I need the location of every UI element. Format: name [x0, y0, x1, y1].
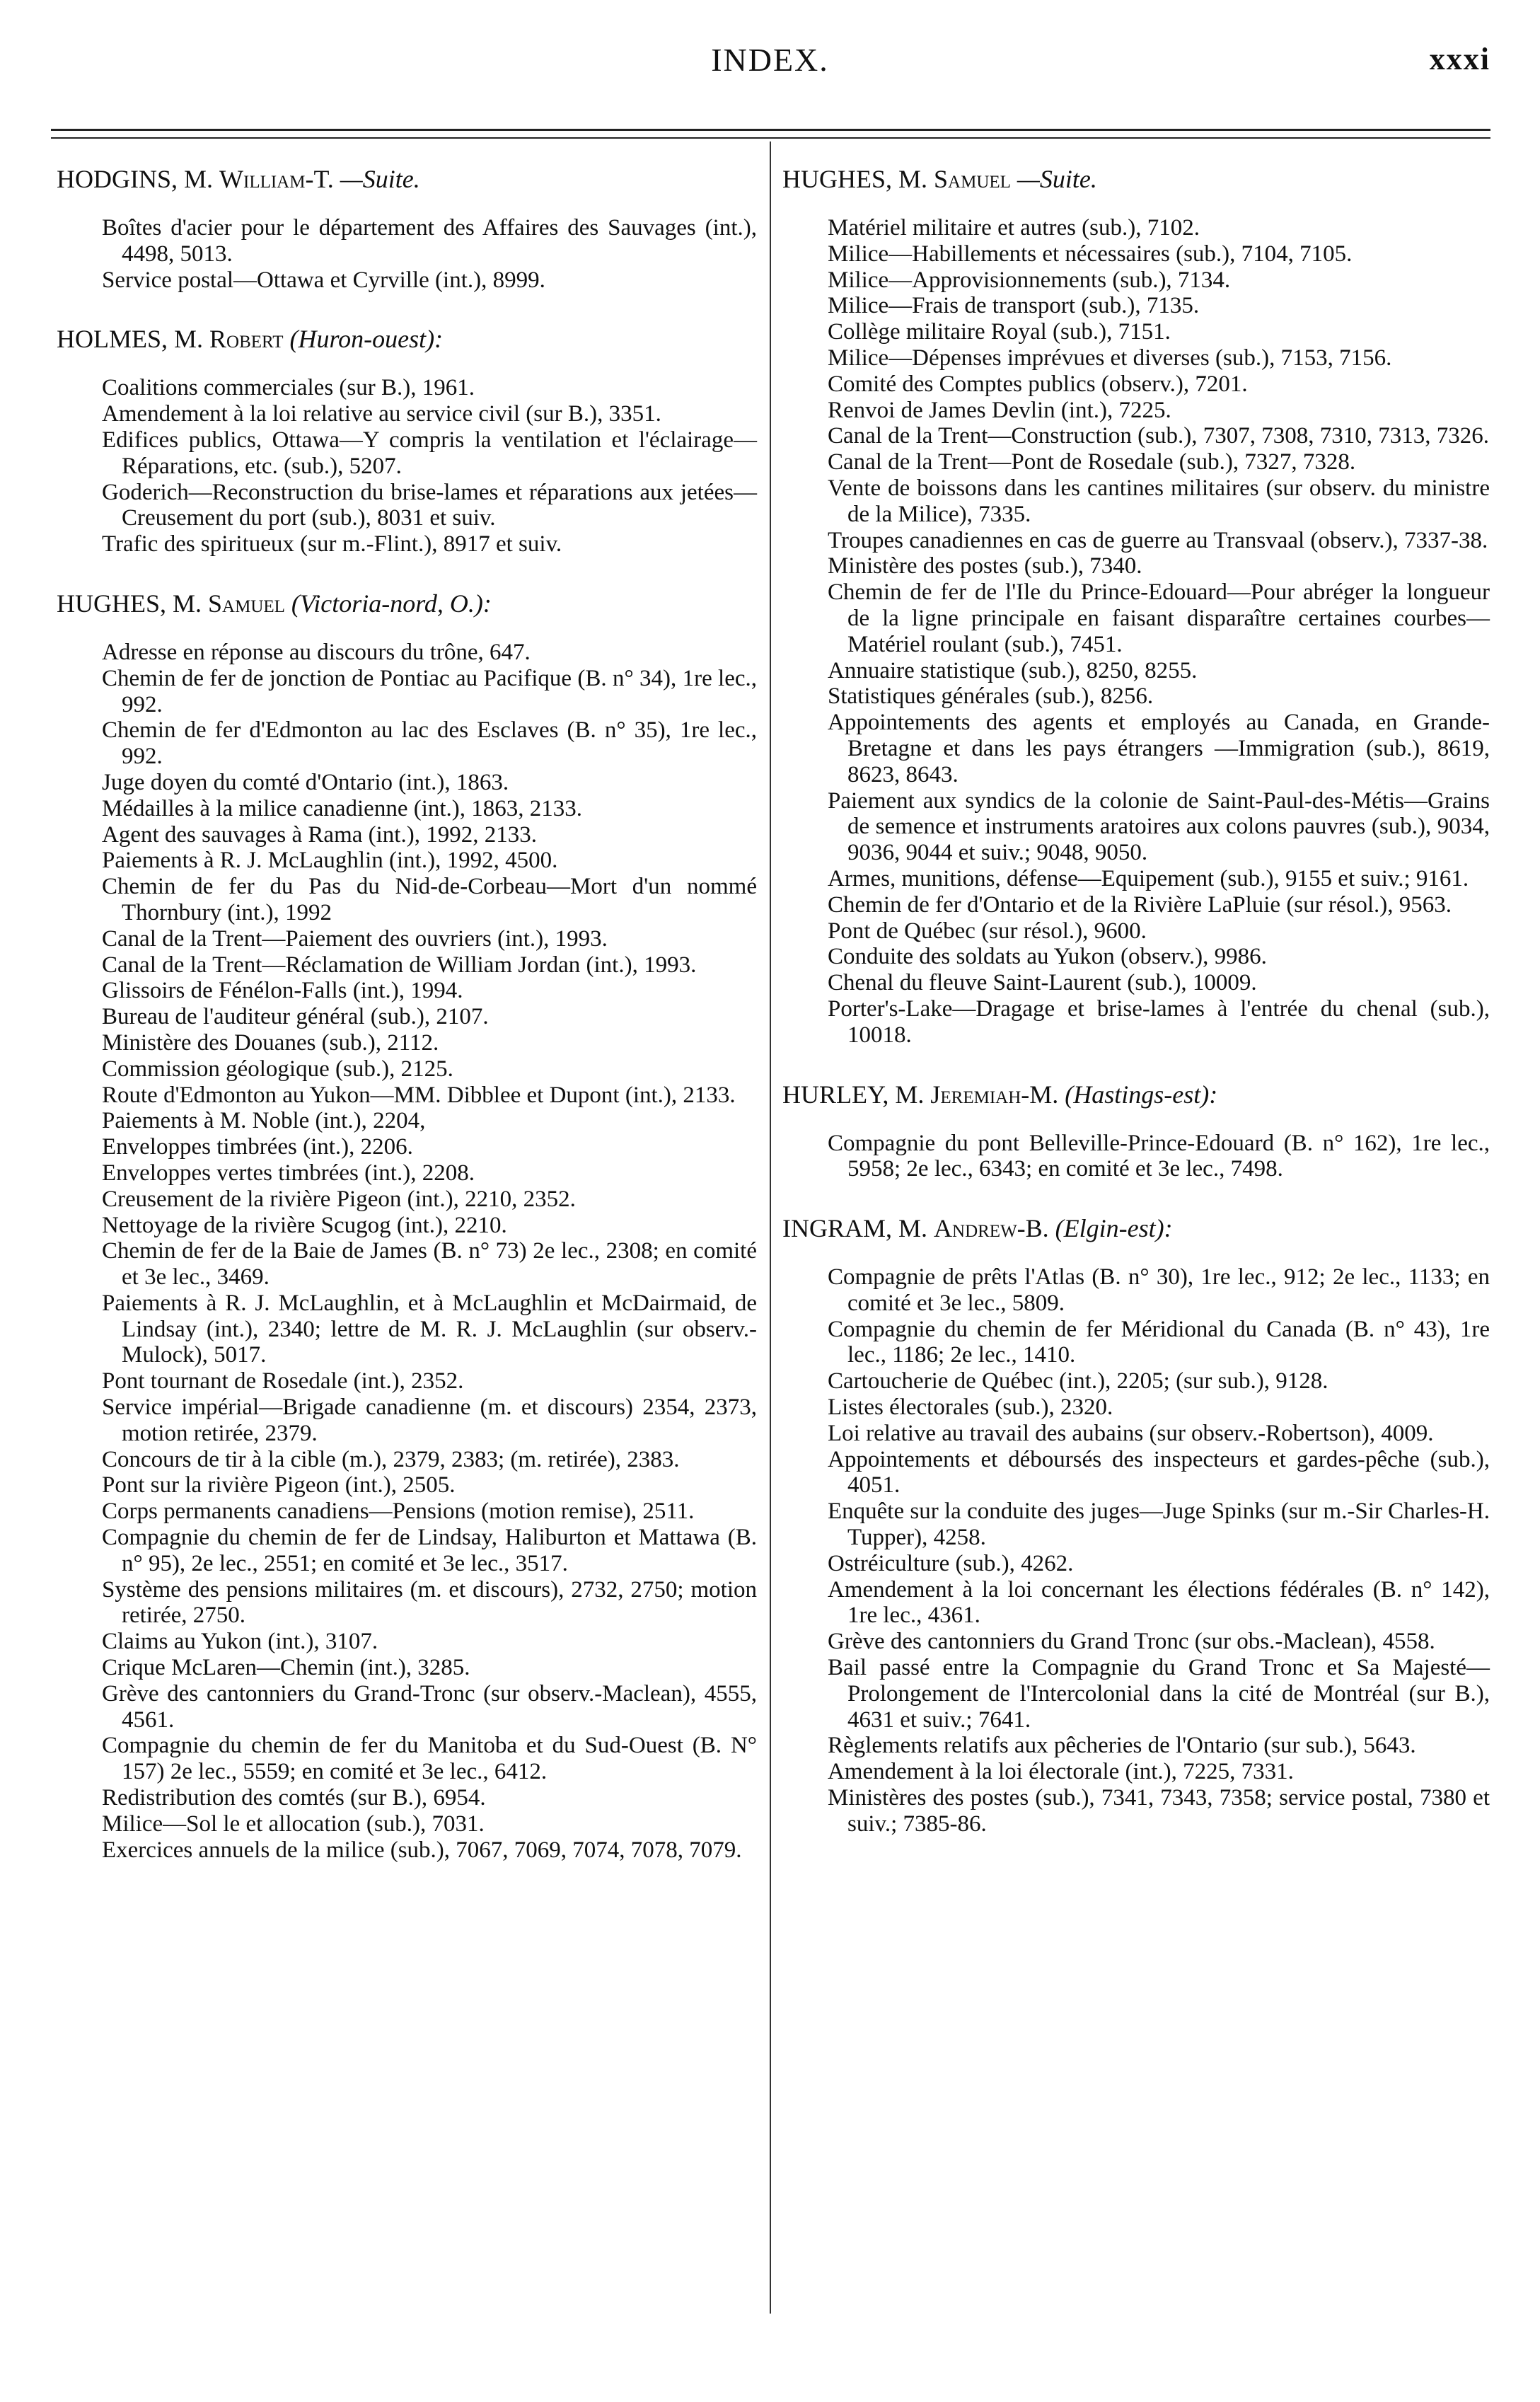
index-entry: Service impérial—Brigade canadienne (m. et discours) 2354, 2373, motion retirée, 2379. — [102, 1395, 757, 1446]
index-section — [782, 163, 1490, 1049]
index-entry: Compagnie du chemin de fer Méridional du Canada (B. n° 43), 1re lec., 1186; 2e lec., 1410. — [828, 1316, 1490, 1368]
member-riding: —Suite. — [340, 165, 420, 193]
index-section — [782, 1078, 1490, 1183]
index-entry: Médailles à la milice canadienne (int.), 1863, 2133. — [102, 795, 583, 821]
index-entry: Chemin de fer de jonction de Pontiac au Pacifique (B. n° 34), 1re lec., 992. — [102, 665, 757, 717]
index-entry: Compagnie du chemin de fer de Lindsay, Haliburton et Mattawa (B. n° 95), 2e lec., 2551; en comité et 3e lec., 3517. — [102, 1525, 757, 1576]
member-given-name: Andrew-B. — [934, 1214, 1049, 1243]
member-surname: INGRAM, M. — [782, 1214, 928, 1243]
index-entry: Canal de la Trent—Paiement des ouvriers (int.), 1993. — [102, 925, 608, 952]
index-entry: Goderich—Reconstruction du brise-lames et réparations aux jetées—Creusement du port (sub.), 8031 et suiv. — [102, 479, 757, 531]
index-entry: Matériel militaire et autres (sub.), 7102. — [828, 215, 1200, 241]
member-given-name: Samuel — [208, 589, 285, 618]
index-entry: Route d'Edmonton au Yukon—MM. Dibblee et Dupont (int.), 2133. — [102, 1082, 736, 1108]
index-entry: Paiements à M. Noble (int.), 2204, — [102, 1108, 426, 1134]
section-heading — [782, 163, 1490, 195]
index-entry: Règlements relatifs aux pêcheries de l'Ontario (sur sub.), 5643. — [828, 1733, 1416, 1759]
index-entry: Trafic des spiritueux (sur m.-Flint.), 8917 et suiv. — [102, 531, 562, 558]
member-given-name: William-T. — [219, 165, 334, 193]
index-entry: Agent des sauvages à Rama (int.), 1992, 2133. — [102, 821, 537, 848]
index-entry: Chemin de fer de la Baie de James (B. n° 73) 2e lec., 2308; en comité et 3e lec., 3469. — [102, 1238, 757, 1291]
index-entry: Coalitions commerciales (sur B.), 1961. — [102, 375, 475, 401]
index-entry: Troupes canadiennes en cas de guerre au Transvaal (observ.), 7337-38. — [828, 527, 1488, 553]
index-entry: Pont de Québec (sur résol.), 9600. — [828, 918, 1147, 944]
index-entry: Milice—Sol le et allocation (sub.), 7031. — [102, 1811, 485, 1837]
index-entry: Conduite des soldats au Yukon (observ.), 9986. — [828, 944, 1267, 970]
index-entry: Amendement à la loi relative au service civil (sur B.), 3351. — [102, 401, 661, 427]
index-entry: Paiements à R. J. McLaughlin (int.), 1992, 4500. — [102, 848, 558, 874]
index-entry: Renvoi de James Devlin (int.), 7225. — [828, 397, 1171, 423]
index-section — [782, 1212, 1490, 1837]
index-entry: Milice—Habillements et nécessaires (sub.), 7104, 7105. — [828, 241, 1353, 267]
index-entry: Commission géologique (sub.), 2125. — [102, 1056, 453, 1082]
index-entry: Listes électorales (sub.), 2320. — [828, 1395, 1113, 1421]
index-entry: Milice—Dépenses imprévues et diverses (sub.), 7153, 7156. — [828, 345, 1392, 371]
index-entry: Concours de tir à la cible (m.), 2379, 2383; (m. retirée), 2383. — [102, 1446, 680, 1472]
index-entry: Ministère des postes (sub.), 7340. — [828, 553, 1142, 579]
index-entry: Appointements et déboursés des inspecteurs et gardes-pêche (sub.), 4051. — [828, 1446, 1490, 1499]
index-entry: Service postal—Ottawa et Cyrville (int.), 8999. — [102, 267, 545, 293]
index-entry: Pont sur la rivière Pigeon (int.), 2505. — [102, 1472, 456, 1499]
index-entry: Pont tournant de Rosedale (int.), 2352. — [102, 1368, 464, 1395]
index-entry: Corps permanents canadiens—Pensions (motion remise), 2511. — [102, 1499, 695, 1525]
index-section — [57, 323, 757, 558]
index-entry: Bureau de l'auditeur général (sub.), 2107. — [102, 1004, 489, 1030]
section-heading — [782, 1212, 1490, 1245]
index-entry: Enveloppes timbrées (int.), 2206. — [102, 1134, 413, 1160]
index-entry: Enveloppes vertes timbrées (int.), 2208. — [102, 1160, 475, 1186]
member-surname: HOLMES, M. — [57, 325, 204, 354]
index-entry: Canal de la Trent—Construction (sub.), 7307, 7308, 7310, 7313, 7326. — [828, 423, 1489, 449]
index-entry: Compagnie du chemin de fer du Manitoba et du Sud-Ouest (B. N° 157) 2e lec., 5559; en comité et 3e lec., 6412. — [102, 1733, 757, 1785]
index-entry: Collège militaire Royal (sub.), 7151. — [828, 319, 1171, 345]
index-entry: Milice—Frais de transport (sub.), 7135. — [828, 293, 1200, 319]
index-entry: Chenal du fleuve Saint-Laurent (sub.), 10009. — [828, 970, 1257, 996]
right-column — [782, 163, 1490, 1867]
index-entry: Compagnie de prêts l'Atlas (B. n° 30), 1re lec., 912; 2e lec., 1133; en comité et 3e lec., 5809. — [828, 1264, 1490, 1316]
member-surname: HUGHES, M. — [782, 165, 928, 193]
index-entry: Ministères des postes (sub.), 7341, 7343, 7358; service postal, 7380 et suiv.; 7385-86. — [828, 1785, 1490, 1837]
member-surname: HODGINS, M. — [57, 165, 214, 193]
page-number: xxxi — [1429, 42, 1490, 76]
index-entry: Redistribution des comtés (sur B.), 6954. — [102, 1785, 486, 1811]
index-entry: Chemin de fer du Pas du Nid-de-Corbeau—Mort d'un nommé Thornbury (int.), 1992 — [102, 874, 757, 925]
index-entry: Cartoucherie de Québec (int.), 2205; (sur sub.), 9128. — [828, 1368, 1328, 1395]
index-entry: Grève des cantonniers du Grand-Tronc (sur observ.-Maclean), 4555, 4561. — [102, 1680, 757, 1733]
index-entry: Canal de la Trent—Pont de Rosedale (sub.), 7327, 7328. — [828, 449, 1356, 475]
member-riding: —Suite. — [1017, 165, 1097, 193]
index-entry: Paiements à R. J. McLaughlin, et à McLaughlin et McDairmaid, de Lindsay (int.), 2340; lettre de M. R. J. McLaughlin (sur observ.-Mulock), 5017. — [102, 1290, 757, 1368]
index-entry: Porter's-Lake—Dragage et brise-lames à l'entrée du chenal (sub.), 10018. — [828, 995, 1490, 1048]
section-heading — [57, 323, 757, 355]
member-surname: HURLEY, M. — [782, 1080, 925, 1109]
section-heading — [782, 1078, 1490, 1111]
index-entry: Amendement à la loi concernant les élections fédérales (B. n° 142), 1re lec., 4361. — [828, 1576, 1490, 1629]
index-entry: Crique McLaren—Chemin (int.), 3285. — [102, 1655, 470, 1681]
index-entry: Exercices annuels de la milice (sub.), 7067, 7069, 7074, 7078, 7079. — [102, 1837, 742, 1863]
member-given-name: Samuel — [934, 165, 1011, 193]
index-entry: Armes, munitions, défense—Equipement (sub.), 9155 et suiv.; 9161. — [828, 865, 1469, 891]
index-entry: Claims au Yukon (int.), 3107. — [102, 1629, 378, 1655]
page-title: INDEX. — [711, 42, 829, 78]
index-entry: Amendement à la loi électorale (int.), 7225, 7331. — [828, 1759, 1294, 1785]
index-entry: Milice—Approvisionnements (sub.), 7134. — [828, 267, 1231, 293]
index-entry: Compagnie du pont Belleville-Prince-Edouard (B. n° 162), 1re lec., 5958; 2e lec., 6343; en comité et 3e lec., 7498. — [828, 1130, 1490, 1182]
index-section — [57, 163, 757, 293]
index-entry: Ostréiculture (sub.), 4262. — [828, 1550, 1074, 1576]
index-entry: Chemin de fer d'Edmonton au lac des Esclaves (B. n° 35), 1re lec., 992. — [102, 717, 757, 770]
index-entry: Juge doyen du comté d'Ontario (int.), 1863. — [102, 769, 509, 795]
index-entry: Comité des Comptes publics (observ.), 7201. — [828, 371, 1248, 397]
index-entry: Enquête sur la conduite des juges—Juge Spinks (sur m.-Sir Charles-H. Tupper), 4258. — [828, 1499, 1490, 1551]
member-riding: (Victoria-nord, O.): — [291, 589, 492, 618]
member-riding: (Elgin-est): — [1055, 1214, 1173, 1243]
index-entry: Chemin de fer de l'Ile du Prince-Edouard—Pour abréger la longueur de la ligne principale en faisant disparaître certaines courbes—Matériel roulant (sub.), 7451. — [828, 579, 1490, 657]
page-header — [50, 41, 1490, 91]
index-entry: Système des pensions militaires (m. et discours), 2732, 2750; motion retirée, 2750. — [102, 1576, 757, 1629]
member-given-name: Jeremiah-M. — [930, 1080, 1059, 1109]
section-heading — [57, 587, 757, 620]
index-entry: Boîtes d'acier pour le département des Affaires des Sauvages (int.), 4498, 5013. — [102, 215, 757, 267]
index-entry: Vente de boissons dans les cantines militaires (sur observ. du ministre de la Milice), 7335. — [828, 475, 1490, 527]
member-surname: HUGHES, M. — [57, 589, 202, 618]
index-entry: Appointements des agents et employés au Canada, en Grande-Bretagne et dans les pays étrangers —Immigration (sub.), 8619, 8623, 8643. — [828, 710, 1490, 787]
member-given-name: Robert — [209, 325, 284, 354]
index-entry: Creusement de la rivière Pigeon (int.), 2210, 2352. — [102, 1186, 576, 1212]
header-rule-double — [51, 137, 1490, 139]
section-heading — [57, 163, 757, 195]
left-column — [57, 163, 757, 1893]
index-entry: Edifices publics, Ottawa—Y compris la ventilation et l'éclairage—Réparations, etc. (sub.), 5207. — [102, 427, 757, 479]
index-entry: Grève des cantonniers du Grand Tronc (sur obs.-Maclean), 4558. — [828, 1629, 1435, 1655]
index-entry: Glissoirs de Fénélon-Falls (int.), 1994. — [102, 978, 463, 1004]
index-entry: Canal de la Trent—Réclamation de William Jordan (int.), 1993. — [102, 952, 697, 978]
index-entry: Bail passé entre la Compagnie du Grand Tronc et Sa Majesté—Prolongement de l'Intercolonial dans la cité de Montréal (sur B.), 4631 et suiv.; 7641. — [828, 1655, 1490, 1733]
index-entry: Loi relative au travail des aubains (sur observ.-Robertson), 4009. — [828, 1420, 1434, 1446]
index-entry: Ministère des Douanes (sub.), 2112. — [102, 1029, 439, 1056]
index-section — [57, 587, 757, 1863]
column-divider — [770, 142, 771, 2314]
index-entry: Nettoyage de la rivière Scugog (int.), 2210. — [102, 1212, 507, 1238]
index-entry: Annuaire statistique (sub.), 8250, 8255. — [828, 657, 1198, 683]
index-entry: Adresse en réponse au discours du trône, 647. — [102, 639, 531, 665]
index-entry: Paiement aux syndics de la colonie de Saint-Paul-des-Métis—Grains de semence et instruments aratoires aux colons pauvres (sub.), 9034, 9036, 9044 et suiv.; 9048, 9050. — [828, 787, 1490, 866]
index-entry: Statistiques générales (sub.), 8256. — [828, 683, 1154, 710]
header-rule — [51, 129, 1490, 131]
member-riding: (Hastings-est): — [1065, 1080, 1218, 1109]
index-entry: Chemin de fer d'Ontario et de la Rivière LaPluie (sur résol.), 9563. — [828, 891, 1452, 918]
member-riding: (Huron-ouest): — [289, 325, 444, 354]
